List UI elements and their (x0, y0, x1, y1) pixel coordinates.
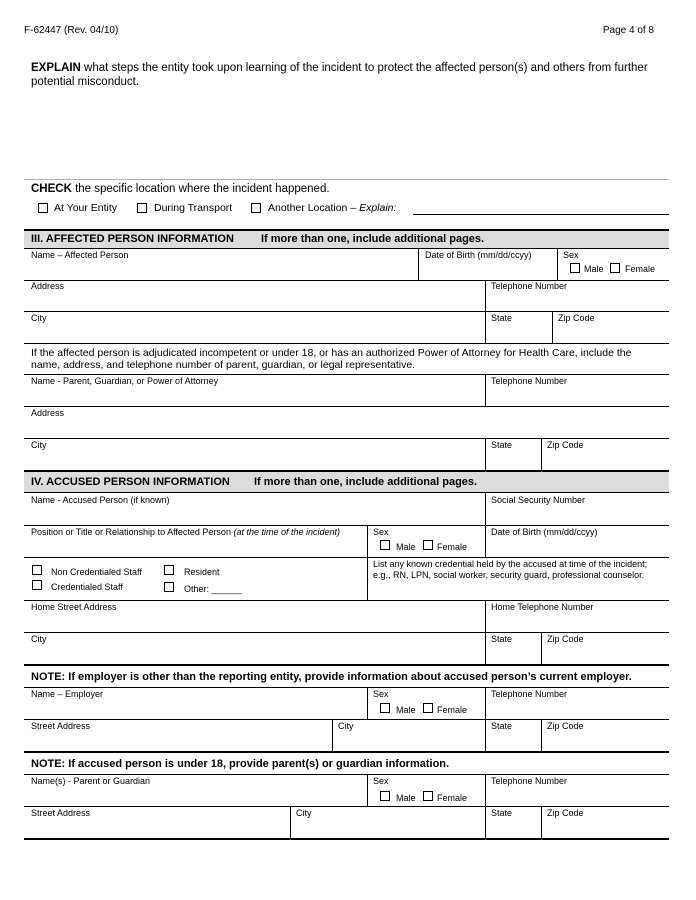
page-number: Page 4 of 8 (602, 25, 654, 36)
affected-male-checkbox[interactable] (570, 263, 580, 273)
form-id: F-62447 (Rev. 04/10) (24, 25, 119, 36)
parent-city-label: City (31, 440, 47, 450)
parent-address-label: Address (31, 408, 65, 418)
home-telephone-label: Home Telephone Number (491, 602, 594, 612)
guardian-male-checkbox[interactable] (380, 791, 390, 801)
explain-prompt (31, 61, 661, 89)
guardian-female-checkbox[interactable] (423, 791, 433, 801)
guardian-name-label: Name(s) - Parent or Guardian (31, 776, 151, 786)
affected-state-label: State (491, 313, 513, 323)
col-divider (485, 600, 486, 632)
other-checkbox[interactable] (164, 582, 174, 592)
col-divider (367, 774, 368, 806)
resident-checkbox[interactable] (164, 565, 174, 575)
col-divider (332, 719, 333, 751)
section-3-title: III. AFFECTED PERSON INFORMATION (31, 233, 234, 245)
guardian-telephone-label: Telephone Number (491, 776, 568, 786)
guardian-female-label: Female (437, 793, 468, 803)
check-prompt (31, 182, 330, 196)
row-divider (24, 664, 669, 666)
employer-note: NOTE: If employer is other than the reporting entity, provide information about accused person’s current employer. (31, 671, 632, 683)
affected-female-checkbox[interactable] (610, 263, 620, 273)
col-divider (541, 632, 542, 664)
employer-state-label: State (491, 721, 513, 731)
form-bottom-border (24, 838, 669, 840)
row-divider (24, 806, 669, 807)
row-divider (24, 632, 669, 633)
affected-male-label: Male (584, 264, 604, 274)
col-divider (541, 806, 542, 838)
affected-representative-note: If the affected person is adjudicated incompetent or under 18, or has an authorized Power of Attorney for Health Care, include the name, address, and telephone number of parent, guardian, or legal representative. (31, 347, 632, 371)
accused-city-label: City (31, 634, 47, 644)
credential-note: List any known credential held by the accused at time of the incident; e.g., RN, LPN, social worker, security guard, professional counselor. (373, 559, 648, 580)
at-your-entity-checkbox[interactable] (38, 203, 48, 213)
explain-keyword: EXPLAIN (31, 62, 81, 74)
accused-zip-label: Zip Code (547, 634, 584, 644)
guardian-note: NOTE: If accused person is under 18, provide parent(s) or guardian information. (31, 758, 450, 770)
parent-telephone-label: Telephone Number (491, 376, 568, 386)
employer-name-label: Name – Employer (31, 689, 104, 699)
employer-street-label: Street Address (31, 721, 91, 731)
guardian-city-label: City (296, 808, 312, 818)
accused-state-label: State (491, 634, 513, 644)
other-label: Other: ______ (184, 584, 242, 594)
accused-name-label: Name - Accused Person (if known) (31, 495, 170, 505)
col-divider (485, 311, 486, 343)
col-divider (557, 249, 558, 280)
row-divider (24, 311, 669, 312)
row-divider (24, 280, 669, 281)
resident-label: Resident (184, 567, 220, 577)
col-divider (485, 806, 486, 838)
affected-sex-label: Sex (563, 250, 579, 260)
col-divider (552, 311, 553, 343)
check-keyword: CHECK (31, 183, 72, 195)
row-divider (24, 719, 669, 720)
parent-name-label: Name - Parent, Guardian, or Power of Attorney (31, 376, 219, 386)
employer-female-checkbox[interactable] (423, 703, 433, 713)
section-4-subtitle: If more than one, include additional pages. (254, 476, 478, 488)
explain-text: what steps the entity took upon learning of the incident to protect the affected person(s) and others from further potential misconduct. (31, 62, 648, 88)
accused-ssn-label: Social Security Number (491, 495, 586, 505)
col-divider (367, 525, 368, 600)
accused-male-checkbox[interactable] (380, 540, 390, 550)
col-divider (418, 249, 419, 280)
affected-name-label: Name – Affected Person (31, 250, 129, 260)
guardian-sex-label: Sex (373, 776, 389, 786)
affected-city-label: City (31, 313, 47, 323)
non-credentialed-staff-label: Non Credentialed Staff (51, 567, 142, 577)
another-location-checkbox[interactable] (251, 203, 261, 213)
row-divider (24, 751, 669, 753)
employer-female-label: Female (437, 705, 468, 715)
col-divider (367, 687, 368, 719)
affected-telephone-label: Telephone Number (491, 281, 568, 291)
col-divider (485, 493, 486, 525)
divider (24, 179, 669, 180)
col-divider (485, 687, 486, 719)
during-transport-label: During Transport (154, 202, 233, 214)
credentialed-staff-checkbox[interactable] (32, 580, 42, 590)
parent-state-label: State (491, 440, 513, 450)
accused-position-label: Position or Title or Relationship to Affected Person (at the time of the incident) (31, 527, 341, 537)
accused-dob-label: Date of Birth (mm/dd/ccyy) (491, 527, 598, 537)
during-transport-checkbox[interactable] (137, 203, 147, 213)
row-divider (24, 687, 669, 688)
col-divider (485, 438, 486, 470)
employer-city-label: City (338, 721, 354, 731)
non-credentialed-staff-checkbox[interactable] (32, 565, 42, 575)
employer-sex-label: Sex (373, 689, 389, 699)
home-address-label: Home Street Address (31, 602, 117, 612)
affected-female-label: Female (625, 264, 656, 274)
guardian-male-label: Male (396, 793, 416, 803)
row-divider (24, 774, 669, 775)
col-divider (485, 374, 486, 406)
accused-female-label: Female (437, 542, 468, 552)
col-divider (485, 280, 486, 311)
row-divider (24, 406, 669, 407)
row-divider (24, 525, 669, 526)
section-3-subtitle: If more than one, include additional pages. (261, 233, 485, 245)
row-divider (24, 557, 669, 558)
accused-male-label: Male (396, 542, 416, 552)
check-text: the specific location where the incident happened. (71, 183, 330, 195)
col-divider (541, 719, 542, 751)
guardian-street-label: Street Address (31, 808, 91, 818)
col-divider (485, 719, 486, 751)
guardian-zip-label: Zip Code (547, 808, 584, 818)
accused-female-checkbox[interactable] (423, 540, 433, 550)
col-divider (485, 774, 486, 806)
affected-dob-label: Date of Birth (mm/dd/ccyy) (425, 250, 532, 260)
row-divider (24, 343, 669, 344)
accused-sex-label: Sex (373, 527, 389, 537)
col-divider (485, 525, 486, 557)
affected-address-label: Address (31, 281, 65, 291)
employer-telephone-label: Telephone Number (491, 689, 568, 699)
col-divider (541, 438, 542, 470)
col-divider (290, 806, 291, 838)
at-your-entity-label: At Your Entity (54, 202, 118, 214)
employer-male-checkbox[interactable] (380, 703, 390, 713)
employer-zip-label: Zip Code (547, 721, 584, 731)
affected-zip-label: Zip Code (558, 313, 595, 323)
col-divider (485, 632, 486, 664)
employer-male-label: Male (396, 705, 416, 715)
another-location-explain-field[interactable] (413, 214, 669, 215)
guardian-state-label: State (491, 808, 513, 818)
explain-answer-area[interactable] (31, 92, 661, 174)
credentialed-staff-label: Credentialed Staff (51, 582, 123, 592)
parent-zip-label: Zip Code (547, 440, 584, 450)
row-divider (24, 374, 669, 375)
another-location-label: Another Location – Explain: (268, 202, 397, 214)
row-divider (24, 600, 669, 601)
section-4-title: IV. ACCUSED PERSON INFORMATION (31, 476, 230, 488)
row-divider (24, 438, 669, 439)
